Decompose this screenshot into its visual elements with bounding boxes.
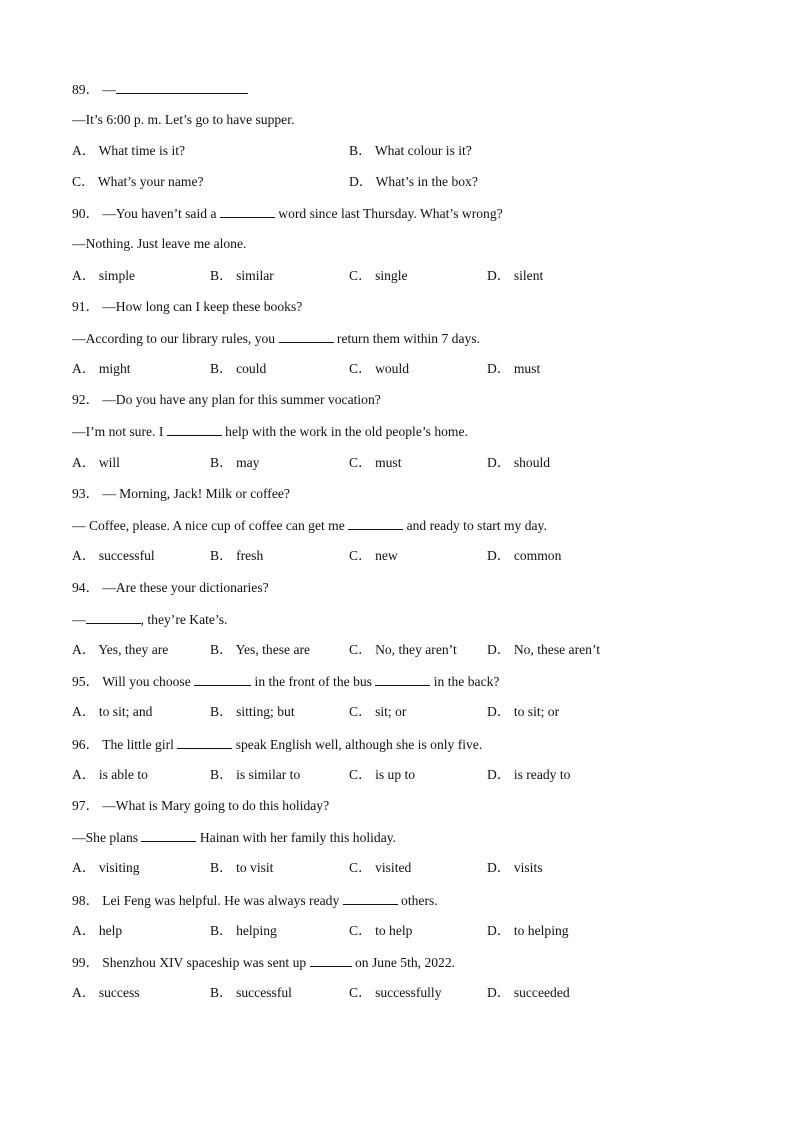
option-letter: A．: [72, 361, 99, 376]
option-letter: A．: [72, 642, 99, 657]
option-d[interactable]: [349, 173, 478, 191]
question-8-line-1: [72, 828, 396, 847]
answer-blank[interactable]: [116, 80, 248, 94]
option-d[interactable]: [487, 454, 550, 472]
option-letter: B．: [210, 767, 237, 782]
question-number: 94．: [72, 580, 100, 595]
option-text: succeeded: [513, 985, 570, 1000]
question-text: and ready to start my day.: [403, 518, 547, 533]
option-c[interactable]: [349, 454, 402, 472]
option-text: Yes, they are: [98, 642, 169, 657]
option-d[interactable]: [487, 641, 600, 659]
option-letter: D．: [487, 923, 514, 938]
option-b[interactable]: [210, 984, 292, 1002]
option-text: might: [98, 361, 131, 376]
option-d[interactable]: [487, 984, 570, 1002]
option-text: simple: [98, 268, 136, 283]
question-text: Shenzhou XIV spaceship was sent up: [102, 955, 310, 970]
option-letter: D．: [487, 642, 514, 657]
option-text: sitting; but: [236, 704, 295, 719]
option-b[interactable]: [210, 703, 295, 721]
question-text: — Coffee, please. A nice cup of coffee can get me: [72, 518, 349, 533]
question-number: 93．: [72, 486, 100, 501]
answer-blank[interactable]: [220, 204, 275, 218]
option-a[interactable]: [72, 766, 148, 784]
option-letter: A．: [72, 704, 99, 719]
option-d[interactable]: [487, 360, 540, 378]
option-letter: C．: [349, 767, 376, 782]
option-text: single: [375, 268, 408, 283]
question-text: others.: [397, 893, 438, 908]
option-d[interactable]: [487, 267, 543, 285]
question-text: —According to our library rules, you: [72, 331, 279, 346]
option-d[interactable]: [487, 859, 543, 877]
question-number: 99．: [72, 955, 100, 970]
question-number: 89．: [72, 82, 100, 97]
question-9-line-0: [72, 891, 438, 910]
option-a[interactable]: [72, 360, 131, 378]
option-text: No, these aren’t: [513, 642, 601, 657]
option-text: must: [375, 455, 402, 470]
question-text: —: [102, 82, 116, 97]
option-a[interactable]: [72, 547, 155, 565]
option-b[interactable]: [210, 454, 259, 472]
option-text: successful: [98, 548, 155, 563]
option-a[interactable]: [72, 641, 168, 659]
answer-blank[interactable]: [177, 735, 232, 749]
option-text: is up to: [375, 767, 416, 782]
option-letter: B．: [210, 704, 237, 719]
option-d[interactable]: [487, 547, 561, 565]
question-number: 96．: [72, 737, 100, 752]
option-c[interactable]: [349, 267, 408, 285]
option-letter: C．: [349, 268, 376, 283]
option-text: What’s your name?: [97, 174, 204, 189]
option-text: successful: [236, 985, 292, 1000]
question-text: —She plans: [72, 830, 142, 845]
question-10-line-0: [72, 953, 455, 972]
option-d[interactable]: [487, 703, 559, 721]
option-text: visited: [375, 860, 412, 875]
option-text: success: [98, 985, 140, 1000]
option-a[interactable]: [72, 267, 135, 285]
question-text: —: [72, 612, 86, 627]
question-2-line-1: [72, 329, 480, 348]
question-number: 97．: [72, 798, 100, 813]
answer-blank[interactable]: [343, 891, 398, 905]
option-letter: A．: [72, 268, 99, 283]
option-a[interactable]: [72, 859, 140, 877]
question-6-line-0: [72, 672, 499, 691]
option-d[interactable]: [487, 766, 570, 784]
option-b[interactable]: [210, 641, 310, 659]
option-text: What time is it?: [98, 143, 186, 158]
option-text: helping: [236, 923, 277, 938]
question-text: —Nothing. Just leave me alone.: [72, 236, 247, 251]
option-c[interactable]: [349, 360, 409, 378]
option-text: to help: [375, 923, 413, 938]
option-c[interactable]: [349, 547, 398, 565]
option-b[interactable]: [210, 922, 277, 940]
question-text: — Morning, Jack! Milk or coffee?: [102, 486, 290, 501]
option-c[interactable]: [349, 641, 457, 659]
option-c[interactable]: [349, 922, 412, 940]
option-c[interactable]: [349, 859, 411, 877]
option-text: may: [236, 455, 260, 470]
answer-blank[interactable]: [310, 953, 352, 967]
option-text: sit; or: [375, 704, 407, 719]
question-text: Hainan with her family this holiday.: [196, 830, 397, 845]
option-letter: D．: [487, 268, 514, 283]
option-letter: B．: [210, 860, 237, 875]
option-letter: D．: [487, 860, 514, 875]
question-5-line-1: [72, 610, 227, 629]
option-letter: C．: [349, 361, 376, 376]
option-letter: C．: [349, 704, 376, 719]
option-letter: A．: [72, 143, 99, 158]
option-text: Yes, these are: [235, 642, 311, 657]
option-c[interactable]: [349, 703, 406, 721]
option-text: common: [513, 548, 562, 563]
question-text: —You haven’t said a: [102, 206, 220, 221]
option-text: successfully: [375, 985, 442, 1000]
answer-blank[interactable]: [194, 672, 251, 686]
option-letter: B．: [210, 923, 237, 938]
question-number: 91．: [72, 299, 100, 314]
question-text: speak English well, although she is only five.: [232, 737, 483, 752]
option-text: No, they aren’t: [375, 642, 457, 657]
question-number: 95．: [72, 674, 100, 689]
option-text: similar: [236, 268, 274, 283]
question-7-line-0: [72, 735, 482, 754]
option-b[interactable]: [210, 547, 263, 565]
question-0-line-0: [72, 80, 248, 99]
option-text: fresh: [236, 548, 264, 563]
option-letter: D．: [349, 174, 376, 189]
option-text: to helping: [513, 923, 569, 938]
option-text: is similar to: [236, 767, 301, 782]
question-number: 90．: [72, 206, 100, 221]
option-b[interactable]: [210, 360, 266, 378]
question-8-line-0: [72, 797, 329, 815]
option-letter: D．: [487, 361, 514, 376]
option-a[interactable]: [72, 454, 120, 472]
option-c[interactable]: [72, 173, 204, 191]
option-letter: B．: [210, 548, 237, 563]
question-text: —Do you have any plan for this summer vocation?: [102, 392, 381, 407]
question-text: —What is Mary going to do this holiday?: [102, 798, 330, 813]
option-text: What’s in the box?: [375, 174, 478, 189]
option-text: visiting: [98, 860, 140, 875]
question-text: —Are these your dictionaries?: [102, 580, 269, 595]
option-text: to sit; or: [513, 704, 560, 719]
option-letter: A．: [72, 767, 99, 782]
option-text: What colour is it?: [374, 143, 472, 158]
question-2-line-0: [72, 298, 302, 316]
option-letter: D．: [487, 767, 514, 782]
option-letter: A．: [72, 455, 99, 470]
option-text: visits: [513, 860, 543, 875]
option-text: help: [98, 923, 123, 938]
question-3-line-1: [72, 422, 468, 441]
option-a[interactable]: [72, 142, 185, 160]
option-letter: B．: [210, 455, 237, 470]
question-1-line-1: [72, 235, 246, 253]
option-letter: A．: [72, 985, 99, 1000]
question-4-line-0: [72, 485, 290, 503]
option-letter: A．: [72, 548, 99, 563]
option-text: is able to: [98, 767, 148, 782]
question-0-line-1: [72, 111, 294, 129]
option-text: must: [513, 361, 541, 376]
option-letter: D．: [487, 455, 514, 470]
option-letter: B．: [210, 268, 237, 283]
question-text: on June 5th, 2022.: [351, 955, 456, 970]
option-b[interactable]: [349, 142, 472, 160]
option-letter: C．: [72, 174, 98, 189]
question-text: —It’s 6:00 p. m. Let’s go to have supper.: [72, 112, 295, 127]
question-4-line-1: [72, 516, 547, 535]
question-text: , they’re Kate’s.: [140, 612, 228, 627]
question-text: return them within 7 days.: [333, 331, 481, 346]
option-letter: D．: [487, 704, 514, 719]
question-text: in the back?: [430, 674, 500, 689]
answer-blank[interactable]: [86, 610, 141, 624]
question-5-line-0: [72, 579, 269, 597]
question-text: —I’m not sure. I: [72, 424, 167, 439]
option-text: silent: [513, 268, 544, 283]
option-letter: B．: [210, 361, 237, 376]
question-text: help with the work in the old people’s home.: [221, 424, 468, 439]
option-letter: C．: [349, 455, 376, 470]
option-b[interactable]: [210, 766, 300, 784]
option-letter: B．: [210, 642, 236, 657]
option-text: will: [98, 455, 120, 470]
answer-blank[interactable]: [348, 516, 403, 530]
option-text: to visit: [236, 860, 274, 875]
option-letter: D．: [487, 548, 514, 563]
option-a[interactable]: [72, 703, 152, 721]
option-letter: D．: [487, 985, 514, 1000]
answer-blank[interactable]: [141, 828, 196, 842]
question-text: word since last Thursday. What’s wrong?: [274, 206, 503, 221]
option-letter: C．: [349, 985, 376, 1000]
question-1-line-0: [72, 204, 503, 223]
question-text: Lei Feng was helpful. He was always ready: [102, 893, 343, 908]
question-text: in the front of the bus: [251, 674, 376, 689]
option-letter: B．: [210, 985, 237, 1000]
option-letter: B．: [349, 143, 375, 158]
question-text: —How long can I keep these books?: [102, 299, 303, 314]
question-3-line-0: [72, 391, 381, 409]
option-a[interactable]: [72, 984, 140, 1002]
option-b[interactable]: [210, 859, 273, 877]
question-number: 98．: [72, 893, 100, 908]
option-c[interactable]: [349, 766, 415, 784]
option-d[interactable]: [487, 922, 569, 940]
question-text: The little girl: [102, 737, 178, 752]
option-letter: A．: [72, 923, 99, 938]
question-number: 92．: [72, 392, 100, 407]
option-b[interactable]: [210, 267, 274, 285]
option-text: would: [375, 361, 410, 376]
option-text: is ready to: [513, 767, 571, 782]
option-text: new: [375, 548, 398, 563]
option-letter: C．: [349, 548, 376, 563]
question-text: Will you choose: [102, 674, 195, 689]
option-letter: C．: [349, 642, 376, 657]
option-a[interactable]: [72, 922, 122, 940]
option-letter: A．: [72, 860, 99, 875]
option-text: should: [513, 455, 551, 470]
option-c[interactable]: [349, 984, 442, 1002]
answer-blank[interactable]: [167, 422, 222, 436]
option-letter: C．: [349, 860, 376, 875]
answer-blank[interactable]: [375, 672, 430, 686]
option-letter: C．: [349, 923, 376, 938]
option-text: to sit; and: [98, 704, 153, 719]
option-text: could: [236, 361, 267, 376]
answer-blank[interactable]: [279, 329, 334, 343]
